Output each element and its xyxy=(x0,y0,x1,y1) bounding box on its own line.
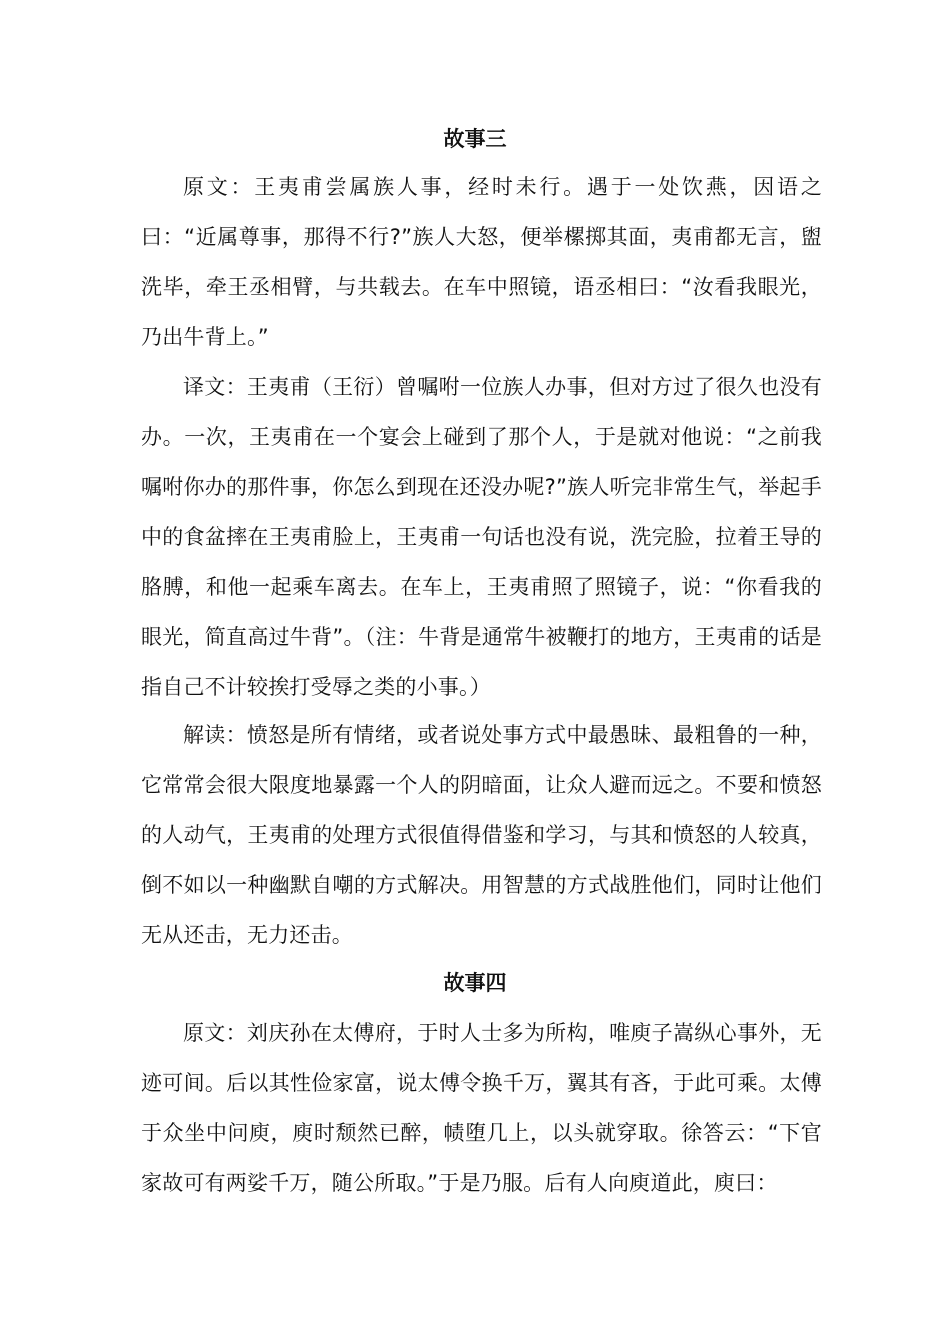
story-four-original-text: 原文：刘庆孙在太傅府，于时人士多为所构，唯庾子嵩纵心事外，无迹可间。后以其性俭家富，说太傅令换千万，翼其有吝，于此可乘。太傅于众坐中问庾，庾时颓然已醉，帻堕几上，以头就穿取。徐答云：“下官家故可有两娑千万，随公所取。”于是乃服。后有人向庾道此，庾曰： xyxy=(141,1021,822,1195)
story-three-title: 故事三 xyxy=(443,127,507,151)
story-three-original-text: 原文：王夷甫尝属族人事，经时未行。遇于一处饮燕，因语之曰：“近属尊事，那得不行?”族人大怒，便举樏掷其面，夷甫都无言，盥洗毕，牵王丞相臂，与共载去。在车中照镜，语丞相曰：“汝看我眼光，乃出牛背上。” xyxy=(141,175,822,349)
story-three-interpretation-text: 解读：愤怒是所有情绪，或者说处事方式中最愚昧、最粗鲁的一种，它常常会很大限度地暴露一个人的阴暗面，让众人避而远之。不要和愤怒的人动气，王夷甫的处理方式很值得借鉴和学习，与其和愤怒的人较真，倒不如以一种幽默自嘲的方式解决。用智慧的方式战胜他们，同时让他们无从还击，无力还击。 xyxy=(141,723,822,947)
story-three-translation-text: 译文：王夷甫（王衍）曾嘱咐一位族人办事，但对方过了很久也没有办。一次，王夷甫在一个宴会上碰到了那个人，于是就对他说：“之前我嘱咐你办的那件事，你怎么到现在还没办呢?”族人听完非常生气，举起手中的食盆摔在王夷甫脸上，王夷甫一句话也没有说，洗完脸，拉着王导的胳膊，和他一起乘车离去。在车上，王夷甫照了照镜子，说：“你看我的眼光，简直高过牛背”。（注：牛背是通常牛被鞭打的地方，王夷甫的话是指自己不计较挨打受辱之类的小事。） xyxy=(141,375,822,699)
story-four-title: 故事四 xyxy=(443,971,507,995)
